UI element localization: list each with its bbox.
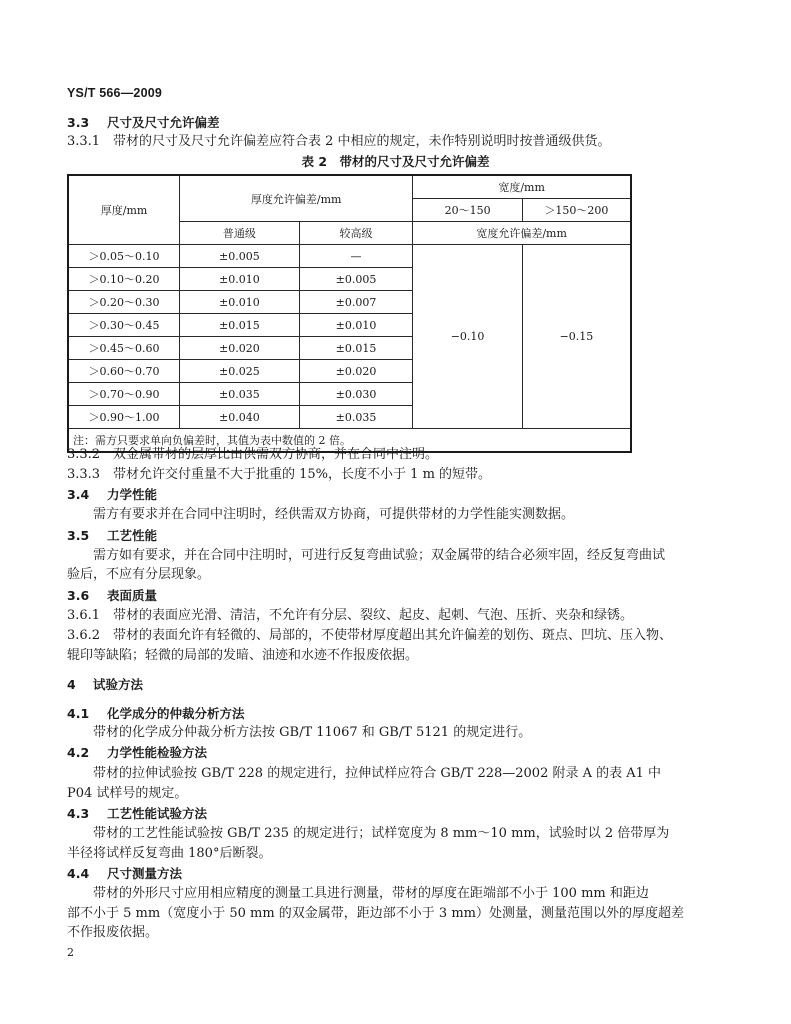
section-4-2-paragraph-2: P04 试样号的规定。: [67, 786, 188, 801]
th-width-deviation: 宽度允许偏差/mm: [413, 222, 631, 245]
width-deviation-b: −0.15: [522, 245, 631, 429]
table-row: ＞0.20～0.30 ±0.010 ±0.007: [68, 291, 631, 314]
section-3-3-2: 3.3.2 双金属带材的层厚比由供需双方协商，并在合同中注明。: [67, 447, 439, 462]
standard-code: YS/T 566—2009: [67, 86, 163, 100]
th-normal-grade: 普通级: [180, 222, 300, 245]
section-3-5-paragraph-1: 需方如有要求，并在合同中注明时，可进行反复弯曲试验；双金属带的结合必须牢固，经反复弯曲试: [93, 548, 666, 563]
section-3-3-1: 3.3.1 带材的尺寸及尺寸允许偏差应符合表 2 中相应的规定，未作特别说明时按普通级供货。: [67, 134, 611, 149]
section-4-1-paragraph: 带材的化学成分仲裁分析方法按 GB/T 11067 和 GB/T 5121 的规定进行。: [93, 725, 532, 740]
table-row: ＞0.60～0.70 ±0.025 ±0.020: [68, 360, 631, 383]
th-width-150-200: ＞150～200: [522, 199, 631, 222]
section-4-3-paragraph-1: 带材的工艺性能试验按 GB/T 235 的规定进行；试样宽度为 8 mm～10 mm，试验时以 2 倍带厚为: [93, 826, 670, 841]
section-4-3-paragraph-2: 半径将试样反复弯曲 180°后断裂。: [67, 846, 272, 861]
table-2-caption: 表 2 带材的尺寸及尺寸允许偏差: [301, 154, 490, 169]
section-3-6-heading: 3.6 表面质量: [67, 588, 158, 603]
th-width: 宽度/mm: [413, 175, 631, 199]
section-3-3-heading: 3.3 尺寸及尺寸允许偏差: [67, 115, 220, 130]
table-2: [67, 174, 632, 453]
table-note: 注：需方只要求单向负偏差时，其值为表中数值的 2 倍。: [68, 429, 631, 453]
th-thickness: 厚度/mm: [68, 175, 180, 245]
section-4-2-heading: 4.2 力学性能检验方法: [67, 745, 208, 760]
table-row: ＞0.05～0.10 ±0.005 — −0.10 −0.15: [68, 245, 631, 268]
section-4-3-heading: 4.3 工艺性能试验方法: [67, 806, 208, 821]
th-thickness-deviation: 厚度允许偏差/mm: [180, 175, 413, 222]
table-row: ＞0.30～0.45 ±0.015 ±0.010: [68, 314, 631, 337]
section-4-4-paragraph-1: 带材的外形尺寸应用相应精度的测量工具进行测量，带材的厚度在距端部不小于 100 mm 和距边: [93, 886, 649, 901]
th-higher-grade: 较高级: [299, 222, 413, 245]
section-3-5-heading: 3.5 工艺性能: [67, 528, 158, 543]
page-number: 2: [67, 946, 74, 959]
th-width-20-150: 20～150: [413, 199, 523, 222]
section-4-4-paragraph-3: 不作报废依据。: [67, 925, 159, 940]
section-3-6-1: 3.6.1 带材的表面应光滑、清洁，不允许有分层、裂纹、起皮、起刺、气泡、压折、夹杂和绿锈。: [67, 608, 634, 623]
table-row: ＞0.70～0.90 ±0.035 ±0.030: [68, 383, 631, 406]
section-3-4-paragraph: 需方有要求并在合同中注明时，经供需双方协商，可提供带材的力学性能实测数据。: [93, 507, 575, 522]
section-3-6-2: 3.6.2 带材的表面允许有轻微的、局部的，不使带材厚度超出其允许偏差的划伤、斑点、凹坑、压入物、: [67, 628, 673, 643]
section-4-4-paragraph-2: 部不小于 5 mm（宽度小于 50 mm 的双金属带，距边部不小于 3 mm）处测量，测量范围以外的厚度超差: [67, 906, 684, 921]
section-4-2-paragraph-1: 带材的拉伸试验按 GB/T 228 的规定进行，拉伸试样应符合 GB/T 228—2002 附录 A 的表 A1 中: [93, 766, 662, 781]
section-4-heading: 4 试验方法: [67, 677, 144, 692]
table-row: ＞0.90～1.00 ±0.040 ±0.035: [68, 406, 631, 429]
section-4-4-heading: 4.4 尺寸测量方法: [67, 866, 183, 881]
section-3-5-paragraph-2: 验后，不应有分层现象。: [67, 567, 211, 582]
table-row: ＞0.10～0.20 ±0.010 ±0.005: [68, 268, 631, 291]
table-row: ＞0.45～0.60 ±0.020 ±0.015: [68, 337, 631, 360]
section-4-1-heading: 4.1 化学成分的仲裁分析方法: [67, 706, 245, 721]
section-3-3-3: 3.3.3 带材允许交付重量不大于批重的 15%，长度不小于 1 m 的短带。: [67, 467, 492, 482]
section-3-4-heading: 3.4 力学性能: [67, 487, 158, 502]
width-deviation-a: −0.10: [413, 245, 523, 429]
section-3-6-2-cont: 辊印等缺陷；轻微的局部的发暗、油迹和水迹不作报废依据。: [67, 648, 419, 663]
